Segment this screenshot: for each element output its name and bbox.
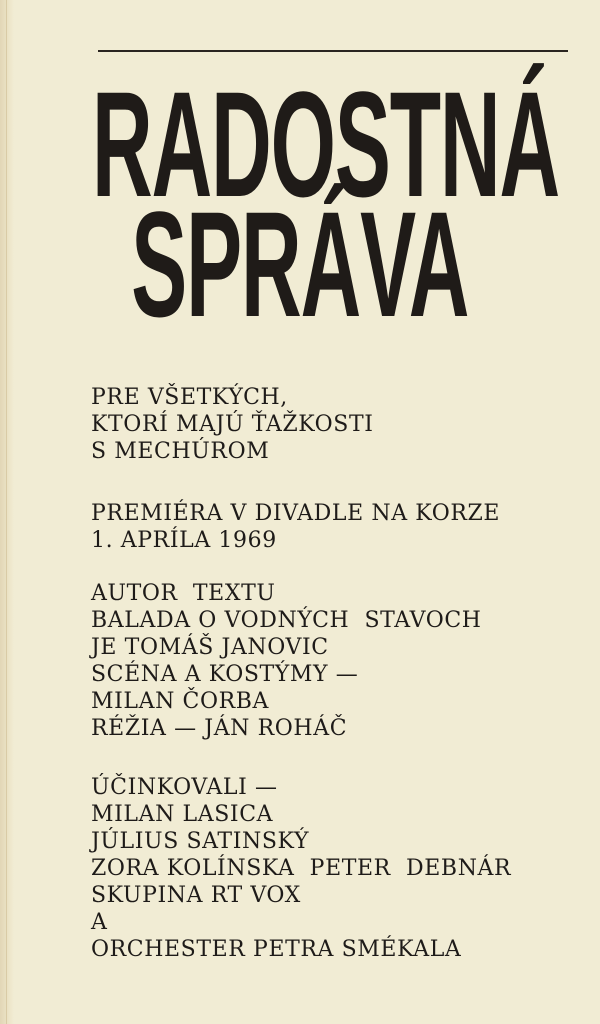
title-line-2: SPRÁVA — [131, 180, 469, 348]
text-line: JÚLIUS SATINSKÝ — [91, 829, 310, 854]
dedication-block — [91, 384, 374, 465]
text-line: ÚČINKOVALI — — [91, 775, 278, 800]
page-title — [92, 60, 560, 348]
text-line: JE TOMÁŠ JANOVIC — [91, 635, 329, 660]
text-line: PREMIÉRA V DIVADLE NA KORZE — [91, 501, 501, 526]
text-line: A — [91, 910, 108, 935]
text-line: SKUPINA RT VOX — [91, 883, 301, 908]
cast-block — [91, 774, 511, 963]
page-binding-line — [6, 0, 7, 1024]
text-line: ZORA KOLÍNSKA PETER DEBNÁR — [91, 856, 512, 881]
text-line: MILAN ČORBA — [91, 689, 270, 714]
text-line: AUTOR TEXTU — [91, 581, 276, 606]
text-line: 1. APRÍLA 1969 — [91, 528, 277, 553]
premiere-block — [91, 500, 500, 554]
text-line: MILAN LASICA — [91, 802, 274, 827]
text-line: PRE VŠETKÝCH, — [91, 385, 288, 410]
top-rule — [98, 50, 568, 52]
text-line: ORCHESTER PETRA SMÉKALA — [91, 937, 462, 962]
text-line: S MECHÚROM — [91, 439, 270, 464]
text-line: RÉŽIA — JÁN ROHÁČ — [91, 716, 348, 741]
page-edge — [0, 0, 14, 1024]
text-line: BALADA O VODNÝCH STAVOCH — [91, 608, 482, 633]
credits-block — [91, 580, 482, 742]
text-line: SCÉNA A KOSTÝMY — — [91, 662, 359, 687]
text-line: KTORÍ MAJÚ ŤAŽKOSTI — [91, 412, 374, 437]
title-line-1: RADOSTNÁ — [92, 60, 560, 228]
